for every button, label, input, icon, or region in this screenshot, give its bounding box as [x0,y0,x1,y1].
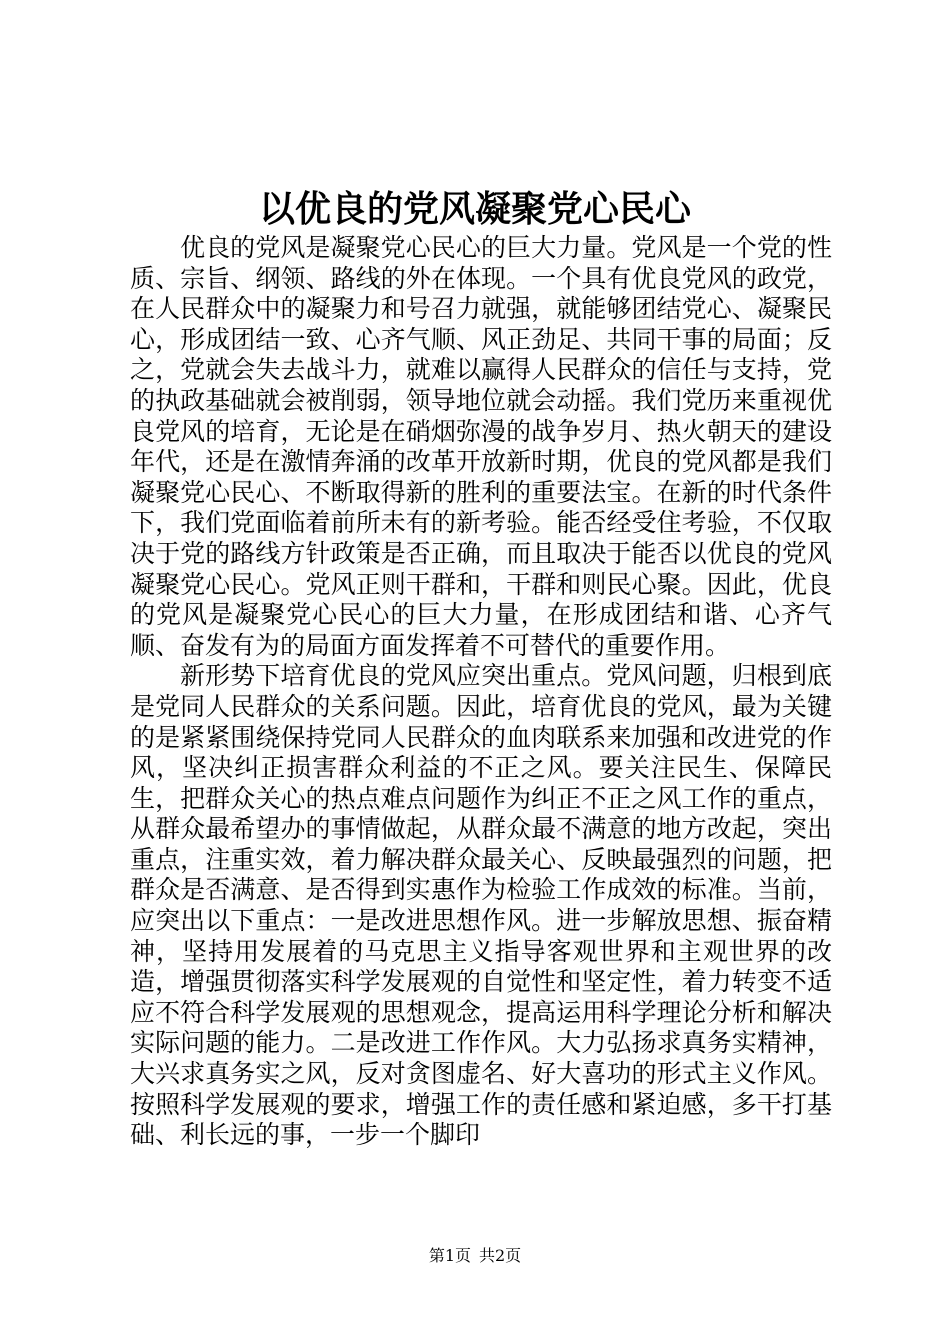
page-footer [0,1245,950,1267]
page-total: 共2页 [479,1246,522,1265]
paragraph-1: 优良的党风是凝聚党心民心的巨大力量。党风是一个党的性质、宗旨、纲领、路线的外在体现。一个具有优良党风的政党，在人民群众中的凝聚力和号召力就强，就能够团结党心、凝聚民心，形成团结一致、心齐气顺、风正劲足、共同干事的局面；反之，党就会失去战斗力，就难以赢得人民群众的信任与支持，党的执政基础就会被削弱，领导地位就会动摇。我们党历来重视优良党风的培育，无论是在硝烟弥漫的战争岁月、热火朝天的建设年代，还是在激情奔涌的改革开放新时期，优良的党风都是我们凝聚党心民心、不断取得新的胜利的重要法宝。在新的时代条件下，我们党面临着前所未有的新考验。能否经受住考验，不仅取决于党的路线方针政策是否正确，而且取决于能否以优良的党风凝聚党心民心。党风正则干群和，干群和则民心聚。因此，优良的党风是凝聚党心民心的巨大力量，在形成团结和谐、心齐气顺、奋发有为的局面方面发挥着不可替代的重要作用。 [130,233,832,660]
paragraph-2: 新形势下培育优良的党风应突出重点。党风问题，归根到底是党同人民群众的关系问题。因此，培育优良的党风，最为关键的是紧紧围绕保持党同人民群众的血肉联系来加强和改进党的作风，坚决纠正损害群众利益的不正之风。要关注民生、保障民生，把群众关心的热点难点问题作为纠正不正之风工作的重点，从群众最希望办的事情做起，从群众最不满意的地方改起，突出重点，注重实效，着力解决群众最关心、反映最强烈的问题，把群众是否满意、是否得到实惠作为检验工作成效的标准。当前，应突出以下重点：一是改进思想作风。进一步解放思想、振奋精神，坚持用发展着的马克思主义指导客观世界和主观世界的改造，增强贯彻落实科学发展观的自觉性和坚定性，着力转变不适应不符合科学发展观的思想观念，提高运用科学理论分析和解决实际问题的能力。二是改进工作作风。大力弘扬求真务实精神，大兴求真务实之风，反对贪图虚名、好大喜功的形式主义作风。按照科学发展观的要求，增强工作的责任感和紧迫感，多干打基础、利长远的事，一步一个脚印 [130,661,832,1150]
page-number: 第1页 [428,1246,471,1265]
document-body [130,233,832,1151]
document-title: 以优良的党风凝聚党心民心 [258,188,691,230]
